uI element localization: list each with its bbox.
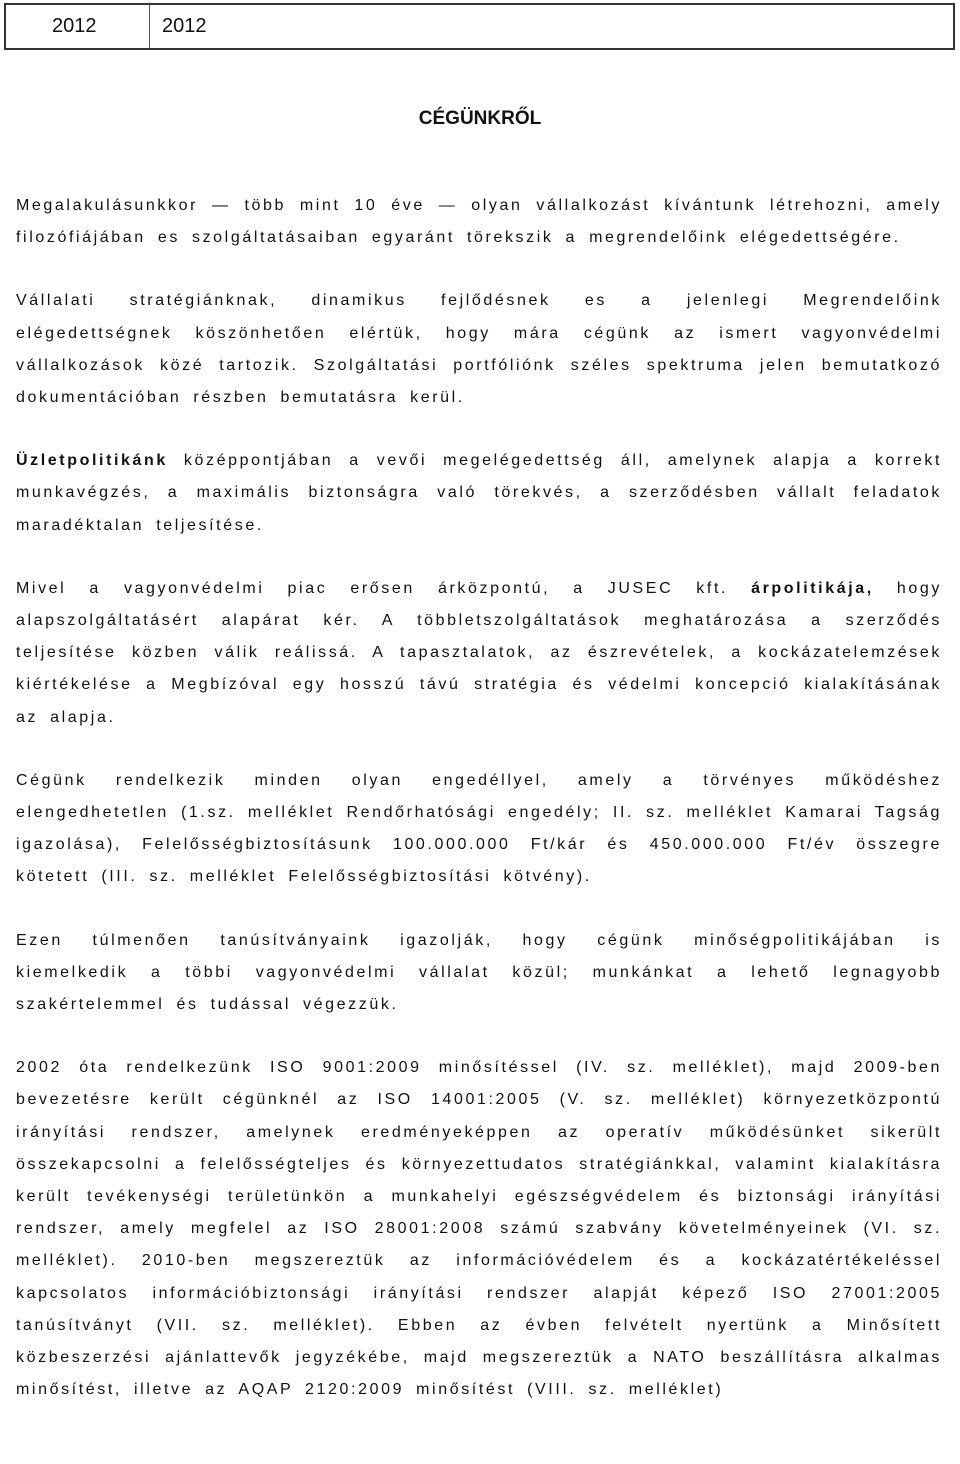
pricing-policy-text: hogy alapszolgáltatásért alapárat kér. A többletszolgáltatások meghatározása a szerződés teljesítése közben válik reálissá. A tapasztalatok, az észrevételek, a kockázatelemzések kiértékelése a Megbízóval egy hosszú távú stratégia és védelmi koncepció kialakításának az alapja. [16,579,942,726]
paragraph-strategy: Vállalati stratégiánknak, dinamikus fejlődésnek es a jelenlegi Megrendelőink elégedettségnek köszönhetően elértük, hogy mára cégünk az ismert vagyonvédelmi vállalkozások közé tartozik. Szolgáltatási portfóliónk széles spektruma jelen bemutatkozó dokumentációban részben bemutatásra kerül. [16,292,942,407]
pricing-policy-intro: Mivel a vagyonvédelmi piac erősen árközpontú, a JUSEC kft. [16,579,752,597]
paragraph-certificates: Ezen túlmenően tanúsítványaink igazolják, hogy cégünk minőségpolitikájában is kiemelkedik a többi vagyonvédelmi vállalat közül; munkánkat a lehető legnagyobb szakértelemmel és tudással végezzük. [16,931,942,1014]
pricing-policy-heading: árpolitikája, [751,579,874,597]
paragraph-licenses: Cégünk rendelkezik minden olyan engedéllyel, amely a törvényes működéshez elengedhetetlen (1.sz. melléklet Rendőrhatósági engedély; II. sz. melléklet Kamarai Tagság igazolása), Felelősségbiztosításunk 100.000.000 Ft/kár és 450.000.000 Ft/év összegre kötetett (III. sz. melléklet Felelősségbiztosítási kötvény). [16,771,942,886]
page-title: CÉGÜNKRŐL [418,108,542,129]
header-cell-year-2: 2012 [162,15,207,37]
paragraph-founding: Megalakulásunkkor — több mint 10 éve — olyan vállalkozást kívántunk létrehozni, amely filozófiájában es szolgáltatásaiban egyaránt törekszik a megrendelőink elégedettségére. [16,197,942,247]
header-cell-year-1: 2012 [6,5,150,48]
document-body [16,190,942,1438]
business-policy-heading: Üzletpolitikánk [16,452,168,470]
business-policy-text: középpontjában a vevői megelégedettség áll, amelynek alapja a korrekt munkavégzés, a maximális biztonságra való törekvés, a szerződésben vállalt feladatok maradéktalan teljesítése. [16,452,942,534]
paragraph-pricing-policy [16,573,942,734]
header-table [4,3,955,50]
paragraph-business-policy [16,445,942,542]
paragraph-iso-history: 2002 óta rendelkezünk ISO 9001:2009 minősítéssel (IV. sz. melléklet), majd 2009-ben bevezetésre került cégünknél az ISO 14001:2005 (V. sz. melléklet) környezetközpontú irányítási rendszer, amelynek eredményeképpen az operatív működésünket sikerült összekapcsolni a felelősségteljes és környezettudatos stratégiánkkal, valamint kialakításra került tevékenységi területünkön a munkahelyi egészségvédelem és biztonsági irányítási rendszer, amely megfelel az ISO 28001:2008 számú szabvány követelményeinek (VI. sz. melléklet). 2010-ben megszereztük az információvédelem és a kockázatértékeléssel kapcsolatos információbiztonsági irányítási rendszer alapját képező ISO 27001:2005 tanúsítványt (VII. sz. melléklet). Ebben az évben felvételt nyertünk a Minősített közbeszerzési ajánlattevők jegyzékébe, majd megszereztük a NATO beszállításra alkalmas minősítést, illetve az AQAP 2120:2009 minősítést (VIII. sz. melléklet) [16,1059,942,1399]
